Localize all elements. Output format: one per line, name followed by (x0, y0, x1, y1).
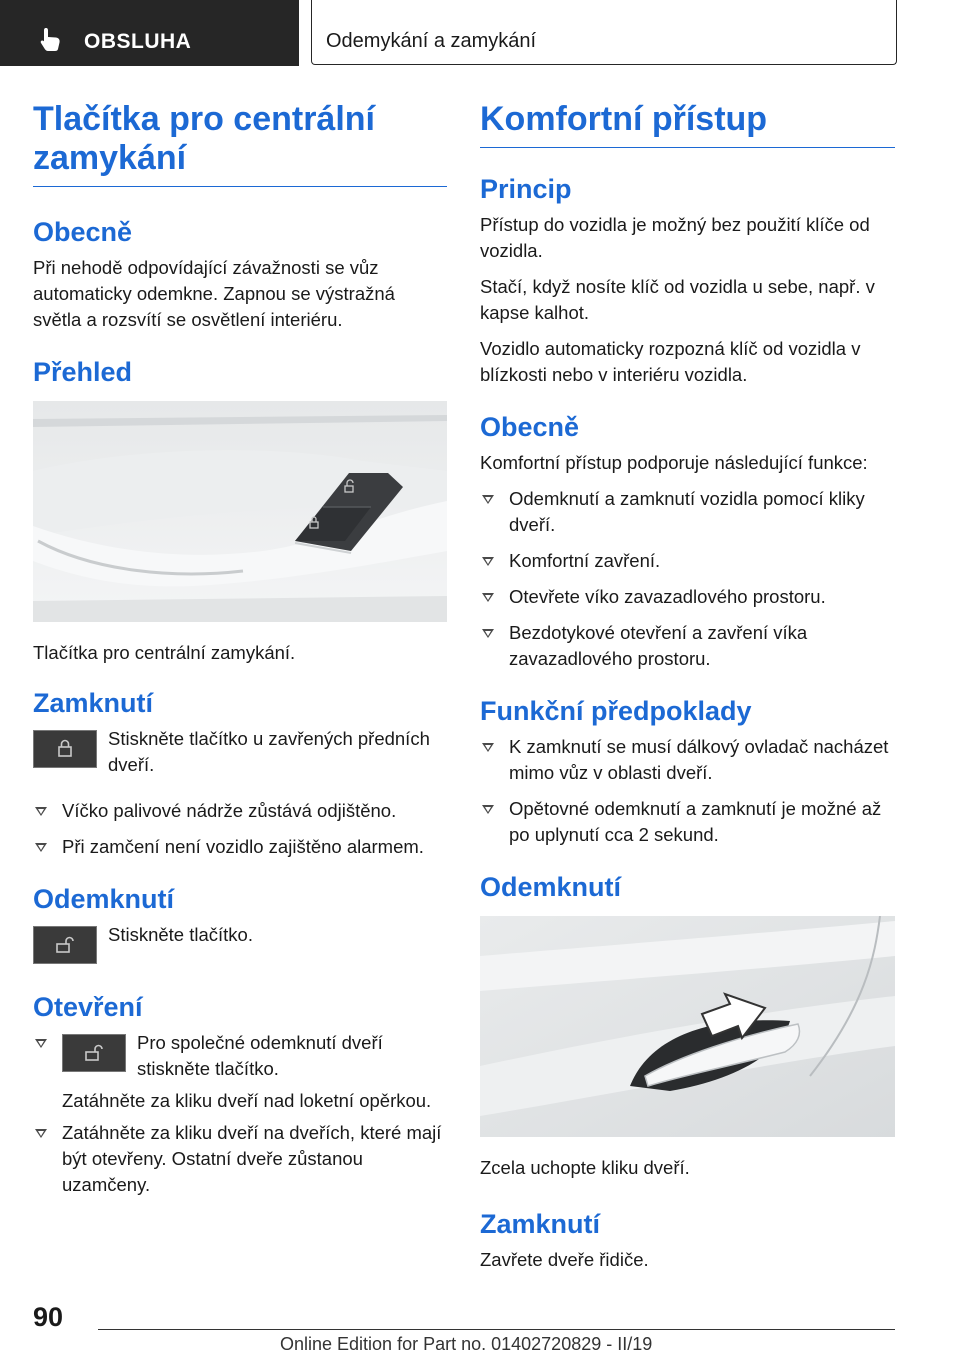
unlock-button-image (62, 1034, 126, 1072)
open-bullet1-text: Pro společné odemknutí dveří stiskněte tlačítko. (137, 1032, 383, 1079)
left-column (33, 100, 447, 1220)
chapter-tab (311, 0, 897, 65)
right-title: Komfortní přístup (480, 100, 895, 148)
lock-bullets (33, 798, 447, 860)
bullet-triangle-icon (482, 805, 494, 814)
edition-text: Online Edition for Part no. 01402720829 - II/19 (280, 1334, 653, 1354)
open-bullet1-extra: Zatáhněte za kliku dveří nad loketní opěrkou. (62, 1090, 432, 1111)
bullet-triangle-icon (482, 629, 494, 638)
hand-icon (38, 26, 64, 52)
list-item: Komfortní zavření. (480, 548, 895, 574)
overview-heading: Přehled (33, 357, 133, 387)
principle-p1: Přístup do vozidla je možný bez použití klíče od vozidla. (480, 214, 870, 261)
bullet-triangle-icon (35, 1039, 47, 1048)
bullet-triangle-icon (482, 593, 494, 602)
footer-divider (98, 1329, 895, 1330)
page-number: 90 (33, 1302, 64, 1332)
unlock-button-image (33, 926, 97, 964)
list-item: Bezdotykové otevření a zavření víka zavazadlového prostoru. (480, 620, 895, 672)
list-item: Víčko palivové nádrže zůstává odjištěno. (33, 798, 447, 824)
list-item: Odemknutí a zamknutí vozidla pomocí kliky dveří. (480, 486, 895, 538)
padlock-open-icon (54, 934, 76, 956)
open-heading: Otevření (33, 992, 143, 1022)
section-tab (0, 0, 299, 66)
padlock-closed-icon (54, 738, 76, 760)
right-lock-heading: Zamknutí (480, 1209, 601, 1239)
list-item: Při zamčení není vozidlo zajištěno alarmem. (33, 834, 447, 860)
list-item (33, 1030, 447, 1114)
overview-caption: Tlačítka pro centrální zamykání. (33, 642, 296, 663)
right-lock-text: Zavřete dveře řidiče. (480, 1249, 649, 1270)
padlock-open-icon (83, 1042, 105, 1064)
bullet-triangle-icon (35, 843, 47, 852)
section-label: OBSLUHA (84, 30, 192, 53)
left-general-heading: Obecně (33, 217, 133, 247)
central-lock-buttons-photo (33, 401, 447, 622)
open-bullets (33, 1030, 447, 1198)
right-unlock-heading: Odemknutí (480, 872, 622, 902)
left-unlock-heading: Odemknutí (33, 884, 175, 914)
left-lock-heading: Zamknutí (33, 688, 154, 718)
open-button-row (62, 1030, 447, 1082)
prereq-bullets (480, 734, 895, 848)
list-item: Zatáhněte za kliku dveří na dveřích, které mají být otevřeny. Ostatní dveře zůstanou uzamčeny. (33, 1120, 447, 1198)
left-general-text: Při nehodě odpovídající závažnosti se vůz automaticky odemkne. Zapnou se výstražná světla a rozsvítí se osvětlení interiéru. (33, 257, 395, 330)
bullet-triangle-icon (482, 743, 494, 752)
right-general-text: Komfortní přístup podporuje následující funkce: (480, 452, 868, 473)
bullet-triangle-icon (35, 1129, 47, 1138)
list-item: Opětovné odemknutí a zamknutí je možné až po uplynutí cca 2 sekund. (480, 796, 895, 848)
principle-p2: Stačí, když nosíte klíč od vozidla u sebe, např. v kapse kalhot. (480, 276, 875, 323)
right-column (480, 100, 895, 1283)
door-handle-photo (480, 916, 895, 1137)
unlock-caption: Zcela uchopte kliku dveří. (480, 1157, 690, 1178)
lock-text: Stiskněte tlačítko u zavřených předních dveří. (108, 728, 430, 775)
list-item: K zamknutí se musí dálkový ovladač nacházet mimo vůz v oblasti dveří. (480, 734, 895, 786)
unlock-text: Stiskněte tlačítko. (108, 924, 253, 945)
general-bullets (480, 486, 895, 672)
principle-p3: Vozidlo automaticky rozpozná klíč od vozidla v blízkosti nebo v interiéru vozidla. (480, 338, 861, 385)
lock-instruction (33, 726, 447, 778)
prereq-heading: Funkční předpoklady (480, 696, 752, 726)
bullet-triangle-icon (482, 495, 494, 504)
right-general-heading: Obecně (480, 412, 580, 442)
unlock-instruction (33, 922, 447, 964)
bullet-triangle-icon (35, 807, 47, 816)
left-title: Tlačítka pro centrální zamykání (33, 100, 447, 187)
bullet-triangle-icon (482, 557, 494, 566)
lock-button-image (33, 730, 97, 768)
chapter-label: Odemykání a zamykání (326, 30, 537, 52)
list-item: Otevřete víko zavazadlového prostoru. (480, 584, 895, 610)
principle-heading: Princip (480, 174, 572, 204)
